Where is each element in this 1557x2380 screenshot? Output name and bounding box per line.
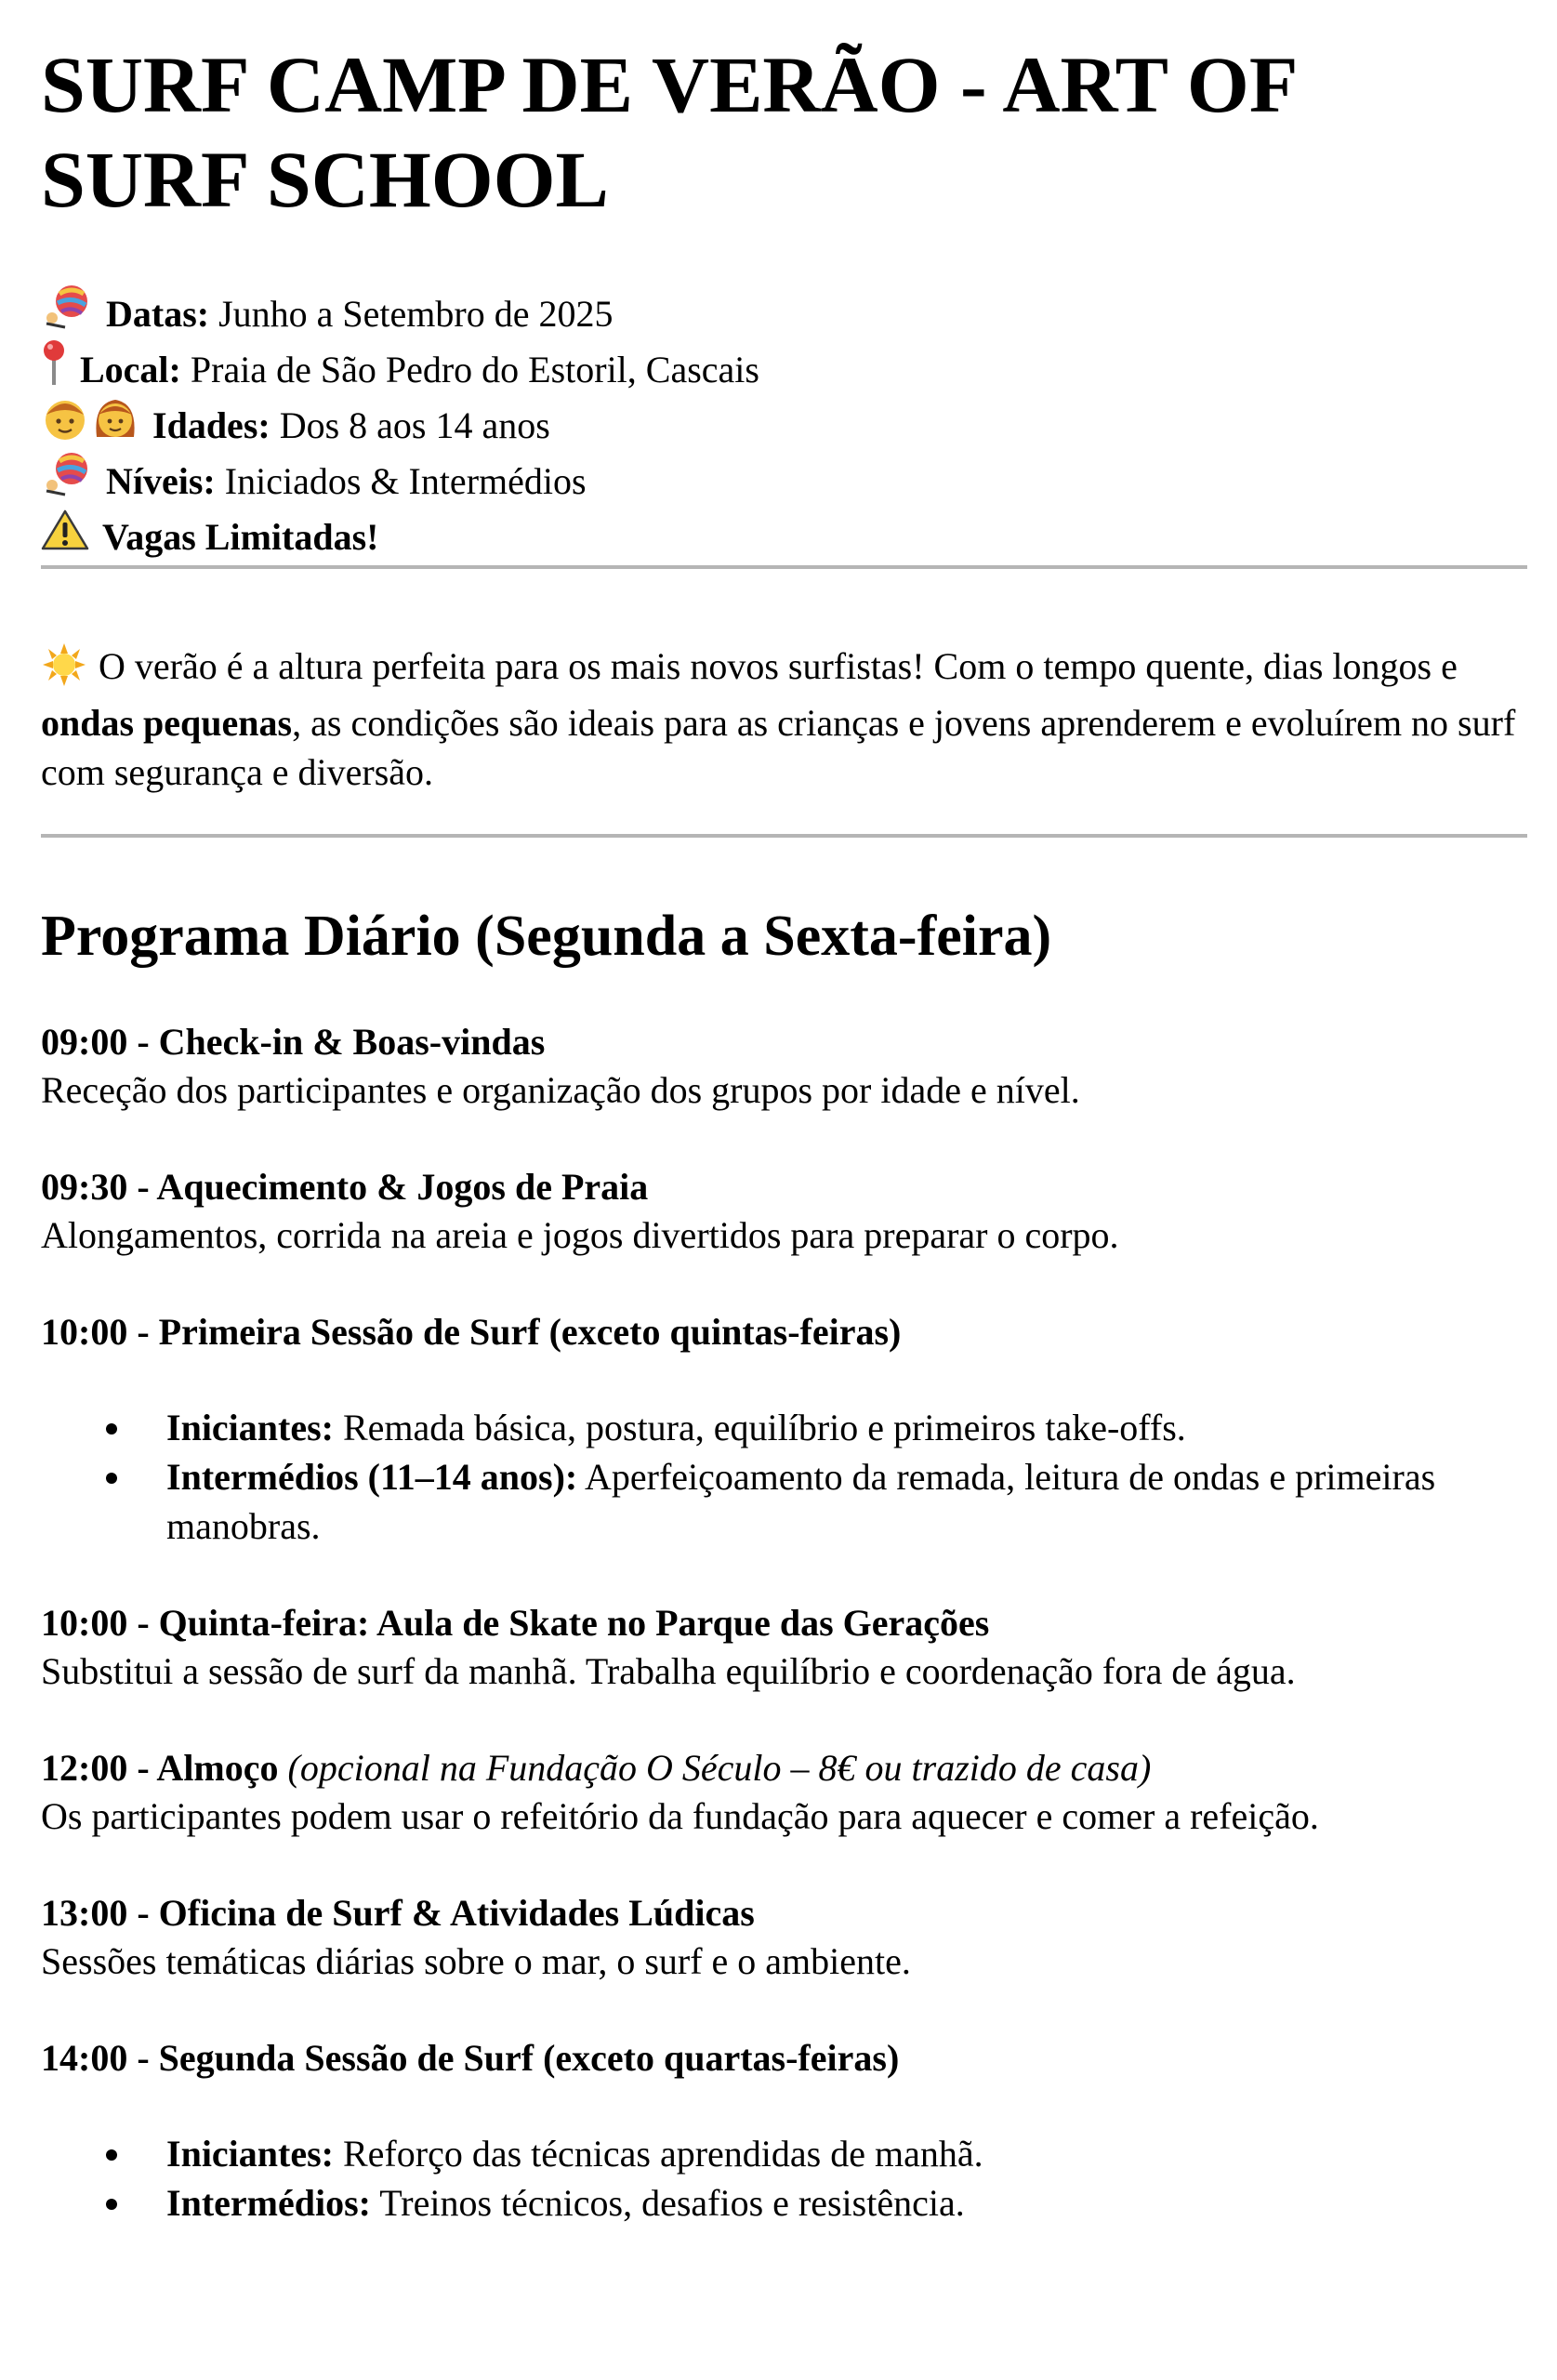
schedule-entry-desc: Substitui a sessão de surf da manhã. Trabalha equilíbrio e coordenação fora de água.: [41, 1650, 1296, 1692]
bullet-label: Intermédios:: [166, 2182, 371, 2224]
intro-paragraph: [41, 641, 1528, 797]
schedule-entry: [41, 1018, 1527, 1115]
schedule-entry-title: 09:30 - Aquecimento & Jogos de Praia: [41, 1166, 649, 1208]
section-divider: [41, 565, 1527, 569]
schedule-entry: [41, 1308, 1527, 1551]
schedule-entry-title: 13:00 - Oficina de Surf & Atividades Lúdicas: [41, 1892, 755, 1934]
intro-text-end: , as condições são ideais para as crianças e jovens aprenderem e evoluírem no surf com segurança e diversão.: [41, 702, 1516, 793]
schedule-entry-title: 09:00 - Check-in & Boas-vindas: [41, 1021, 546, 1063]
info-location-value: Praia de São Pedro do Estoril, Cascais: [190, 349, 759, 390]
schedule-entry: [41, 2034, 1527, 2228]
surfer-icon: [41, 283, 93, 347]
info-dates: [41, 286, 1527, 342]
intro-text: O verão é a altura perfeita para os mais novos surfistas! Com o tempo quente, dias longos e: [99, 645, 1458, 687]
schedule-entry-title: [41, 1744, 1527, 1792]
kids-icon: [41, 394, 139, 458]
bullet-item: [166, 2178, 1486, 2228]
bullet-label: Iniciantes:: [166, 2133, 334, 2175]
info-limited-spots-label: Vagas Limitadas!: [102, 516, 379, 558]
intro-highlight: ondas pequenas: [41, 702, 293, 744]
info-levels-label: Níveis:: [106, 460, 216, 502]
sun-icon: [41, 643, 87, 698]
section-divider: [41, 834, 1527, 838]
section-title: Programa Diário (Segunda a Sexta-feira): [41, 905, 1052, 968]
event-info-list: [41, 286, 1527, 565]
bullet-list: [41, 2129, 1527, 2228]
schedule-entry-heading: 12:00 - Almoço: [41, 1747, 279, 1789]
warning-icon: [41, 509, 89, 567]
schedule-entry-desc: Alongamentos, corrida na areia e jogos divertidos para preparar o corpo.: [41, 1214, 1119, 1256]
info-ages-value: Dos 8 aos 14 anos: [279, 404, 550, 446]
bullet-label: Intermédios (11–14 anos):: [166, 1456, 578, 1498]
info-levels-value: Iniciados & Intermédios: [224, 460, 587, 502]
bullet-item: [166, 2129, 1486, 2178]
bullet-text: Treinos técnicos, desafios e resistência.: [379, 2182, 965, 2224]
info-dates-label: Datas:: [106, 293, 210, 335]
bullet-text: Remada básica, postura, equilíbrio e primeiros take-offs.: [343, 1407, 1186, 1448]
bullet-label: Iniciantes:: [166, 1407, 334, 1448]
schedule-entry-title: 10:00 - Quinta-feira: Aula de Skate no Parque das Gerações: [41, 1602, 990, 1644]
schedule-entry: [41, 1599, 1527, 1696]
bullet-item: [166, 1403, 1486, 1452]
info-ages: [41, 398, 1527, 454]
info-limited-spots: [41, 509, 1527, 565]
info-dates-value: Junho a Setembro de 2025: [218, 293, 614, 335]
schedule-entry: [41, 1744, 1527, 1841]
schedule-entry: [41, 1163, 1527, 1260]
schedule-entry-note: (opcional na Fundação O Século – 8€ ou trazido de casa): [287, 1747, 1152, 1789]
schedule-entry-desc: Sessões temáticas diárias sobre o mar, o surf e o ambiente.: [41, 1940, 911, 1982]
schedule-entry-desc: Receção dos participantes e organização dos grupos por idade e nível.: [41, 1069, 1080, 1111]
bullet-list: [41, 1403, 1527, 1551]
info-location-label: Local:: [80, 349, 181, 390]
info-ages-label: Idades:: [152, 404, 270, 446]
bullet-text: Aperfeiçoamento da remada, leitura de ondas e primeiras manobras.: [166, 1456, 1436, 1547]
document-title: SURF CAMP DE VERÃO - ART OF SURF SCHOOL: [41, 40, 1296, 224]
schedule-list: [41, 1018, 1527, 2228]
schedule-entry: [41, 1889, 1527, 1986]
info-levels: [41, 454, 1527, 509]
info-location: [41, 342, 1527, 398]
pin-icon: [41, 338, 67, 403]
bullet-item: [166, 1452, 1486, 1551]
schedule-entry-desc: Os participantes podem usar o refeitório da fundação para aquecer e comer a refeição.: [41, 1795, 1319, 1837]
schedule-entry-title: 14:00 - Segunda Sessão de Surf (exceto quartas-feiras): [41, 2037, 900, 2079]
bullet-text: Reforço das técnicas aprendidas de manhã.: [343, 2133, 983, 2175]
schedule-entry-title: 10:00 - Primeira Sessão de Surf (exceto quintas-feiras): [41, 1311, 902, 1353]
surfer-icon: [41, 450, 93, 514]
